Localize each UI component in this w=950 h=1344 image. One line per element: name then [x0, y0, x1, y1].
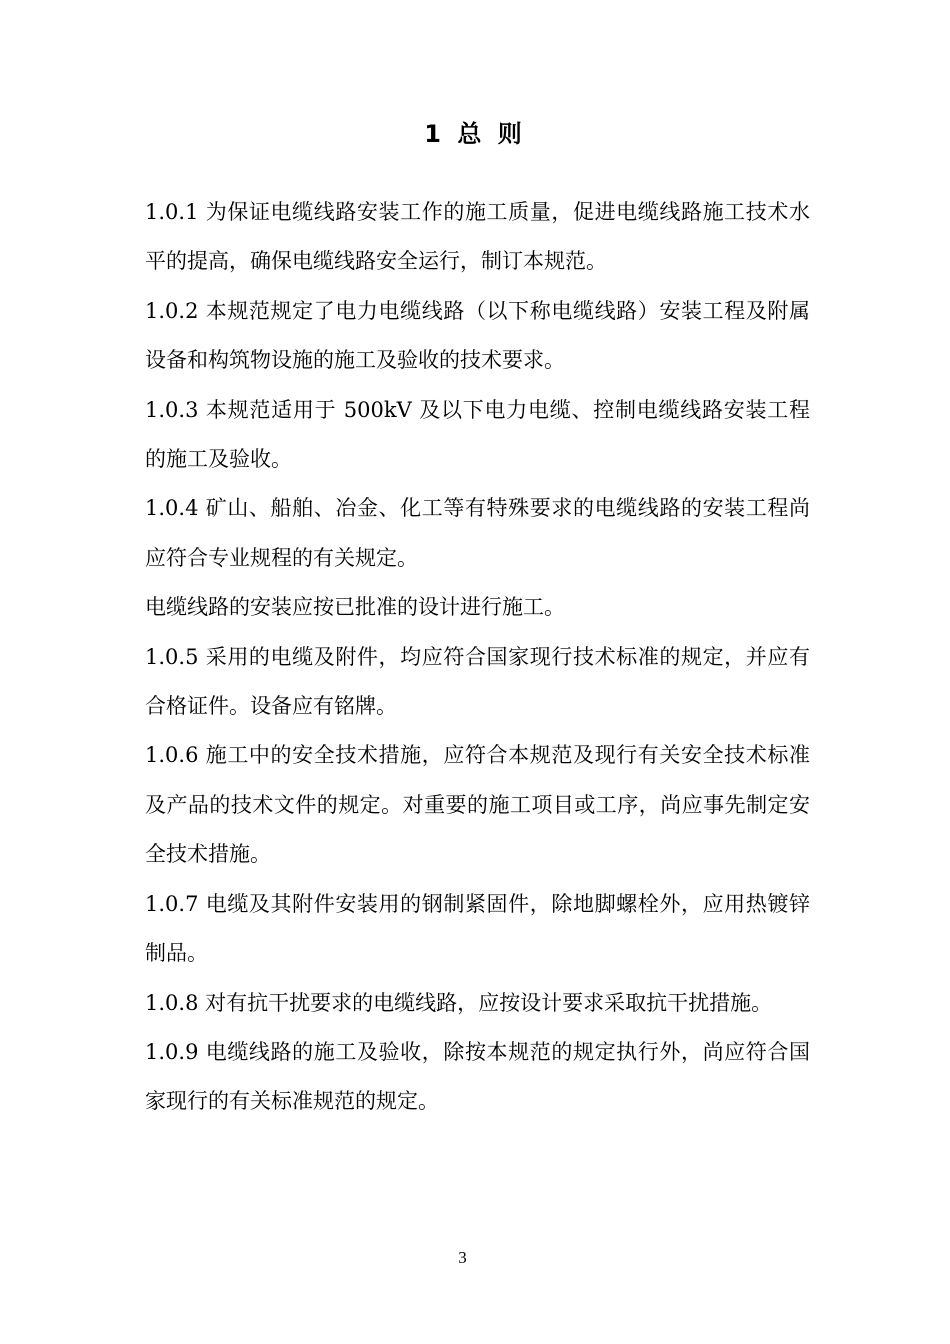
clause-1-0-4-note: 电缆线路的安装应按已批准的设计进行施工。	[145, 595, 565, 620]
chapter-title: 1 总 则	[424, 120, 526, 148]
clause-1-0-1: 1.0.1 为保证电缆线路安装工作的施工质量，促进电缆线路施工技术水平的提高，确保电缆线路安全运行，制订本规范。	[145, 200, 810, 274]
clause-1-0-6: 1.0.6 施工中的安全技术措施，应符合本规范及现行有关安全技术标准及产品的技术文件的规定。对重要的施工项目或工序，尚应事先制定安全技术措施。	[145, 743, 810, 867]
clause-1-0-2: 1.0.2 本规范规定了电力电缆线路（以下称电缆线路）安装工程及附属设备和构筑物设施的施工及验收的技术要求。	[145, 298, 810, 373]
clause-1-0-7: 1.0.7 电缆及其附件安装用的钢制紧固件，除地脚螺栓外，应用热镀锌制品。	[145, 891, 810, 966]
clause-1-0-9: 1.0.9 电缆线路的施工及验收，除按本规范的规定执行外，尚应符合国家现行的有关标准规范的规定。	[145, 1039, 810, 1114]
clause-1-0-8: 1.0.8 对有抗干扰要求的电缆线路，应按设计要求采取抗干扰措施。	[145, 990, 773, 1015]
clause-1-0-4: 1.0.4 矿山、船舶、冶金、化工等有特殊要求的电缆线路的安装工程尚应符合专业规程的有关规定。	[145, 496, 810, 570]
document-body	[145, 188, 810, 1127]
page-number: 3	[458, 1248, 467, 1267]
clause-1-0-5: 1.0.5 采用的电缆及附件，均应符合国家现行技术标准的规定，并应有合格证件。设备应有铭牌。	[145, 644, 810, 719]
clause-1-0-3: 1.0.3 本规范适用于 500kV 及以下电力电缆、控制电缆线路安装工程的施工及验收。	[145, 397, 810, 472]
